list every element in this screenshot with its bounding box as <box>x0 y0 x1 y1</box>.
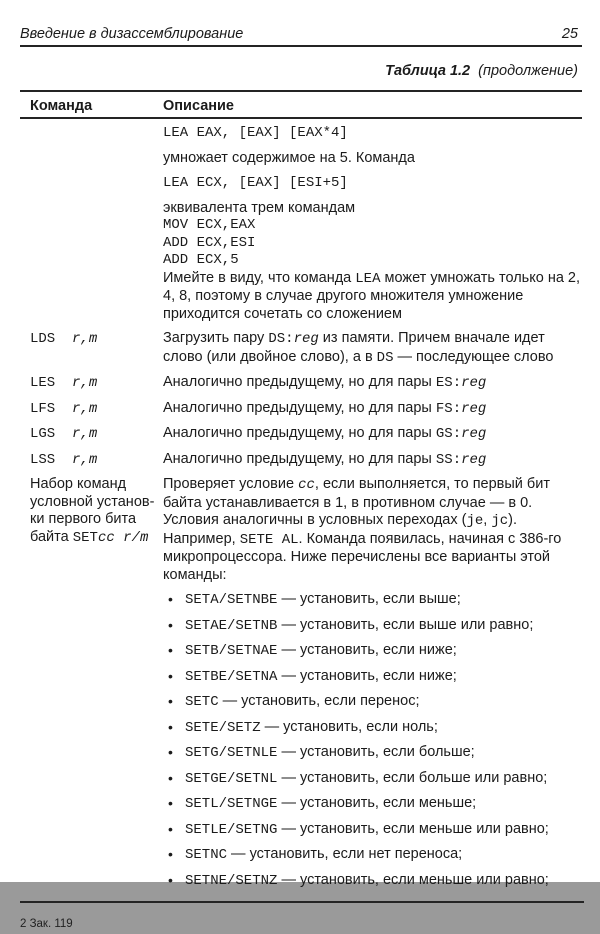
paragraph <box>163 330 586 367</box>
code-run: r,m <box>72 375 98 391</box>
command-cell <box>20 476 163 897</box>
description-cell <box>163 451 586 477</box>
bullet-marker: • <box>168 820 173 837</box>
text-run: ки первого бита <box>30 511 137 527</box>
paragraph <box>163 270 586 324</box>
bullet-item <box>163 668 586 687</box>
bullet-text <box>185 846 586 865</box>
table-row <box>20 476 586 897</box>
code-run: reg <box>461 400 487 417</box>
text-run: ). Например, <box>163 512 517 547</box>
bullet-item <box>163 642 586 661</box>
description-cell <box>163 124 586 330</box>
command-cell <box>20 124 163 330</box>
text-run: из памяти. Причем вначале идет слово (или двойное слово), а в <box>163 330 545 365</box>
bullet-marker: • <box>168 795 173 811</box>
paragraph <box>163 200 586 218</box>
paragraph <box>163 400 586 419</box>
bullet-text <box>185 795 586 814</box>
bullet-item <box>163 821 586 840</box>
table-header-rule <box>20 117 582 119</box>
code-run: r/m <box>123 529 149 546</box>
table-caption-continuation: (продолжение) <box>478 63 578 79</box>
table-row <box>20 425 586 451</box>
code-run: reg <box>293 331 319 347</box>
table-body <box>20 124 586 934</box>
column-header-command: Команда <box>30 98 93 114</box>
text-run: Аналогично предыдущему, но для пары <box>163 374 436 390</box>
code-run: SETGE/SETNL <box>185 770 278 787</box>
code-run: r,m <box>72 400 98 417</box>
paragraph <box>163 124 586 143</box>
table-column-headers <box>20 98 586 116</box>
text-run: умножает содержимое на 5. Команда <box>163 149 415 166</box>
code-run: SETLE/SETNG <box>185 821 278 838</box>
code-run: cc <box>97 529 115 546</box>
bullet-text <box>185 693 586 712</box>
code-run: SETE AL <box>239 531 299 548</box>
code-run: LSS <box>30 451 73 468</box>
code-line: ADD ECX,5 <box>163 252 239 268</box>
page-number: 25 <box>561 26 578 42</box>
bullet-text <box>185 642 586 661</box>
bullet-item <box>163 617 586 636</box>
bullet-marker: • <box>168 718 173 735</box>
table-bottom-rule <box>20 901 584 903</box>
code-run <box>115 530 123 546</box>
paragraph <box>163 374 586 393</box>
bullet-text <box>185 719 586 738</box>
table-caption <box>385 63 578 81</box>
text-run: — установить, если выше или равно; <box>277 616 534 633</box>
code-run: LEA <box>355 270 381 287</box>
text-run: — установить, если ноль; <box>260 718 438 735</box>
table-caption-title: Таблица 1.2 <box>385 63 471 79</box>
description-cell <box>163 400 586 426</box>
code-run: reg <box>461 426 487 442</box>
code-run: r,m <box>72 426 98 442</box>
code-line: ADD ECX,ESI <box>163 234 256 251</box>
text-run: . Команда появилась, начиная с 386-го микропроцессора. Ниже перечислены все варианты этой команды: <box>163 530 562 583</box>
text-run: — установить, если меньше или равно; <box>277 871 549 888</box>
bullet-marker: • <box>168 769 173 786</box>
text-run: Аналогично предыдущему, но для пары <box>163 399 436 416</box>
text-run: — установить, если ниже; <box>277 642 457 658</box>
text-run: — установить, если меньше; <box>277 795 477 811</box>
code-run: je <box>466 513 484 529</box>
text-run: — установить, если меньше или равно; <box>277 820 549 837</box>
text-run: — последующее слово <box>393 348 554 365</box>
code-run: SETG/SETNLE <box>185 745 278 761</box>
bullet-marker: • <box>168 871 173 888</box>
text-run: , если выполняется, то первый бит байта устанавливается в 1, в противном случае — в 0. Условия аналогичны в условных переходах ( <box>163 476 550 528</box>
bullet-item <box>163 795 586 814</box>
code-line: MOV ECX,EAX <box>163 217 256 233</box>
text-run: может умножать только на 2, 4, 8, поэтому в случае другого множителя умножение приходится сочетать со сложением <box>163 269 581 322</box>
code-run: cc <box>298 477 315 493</box>
bullet-marker: • <box>168 846 173 862</box>
code-run: jc <box>491 513 509 529</box>
text-run: Имейте в виду, что команда <box>163 269 356 286</box>
code-run: SETAE/SETNB <box>185 617 278 634</box>
table-row <box>20 124 586 330</box>
code-run: SETB/SETNAE <box>185 643 278 659</box>
code-run: SETC <box>185 694 219 710</box>
code-run: LES <box>30 375 73 391</box>
text-run: эквивалента трем командам <box>163 199 356 216</box>
text-run: — установить, если выше; <box>277 591 461 607</box>
code-run: SS: <box>435 451 462 468</box>
code-run: GS: <box>435 426 462 442</box>
bullet-text <box>185 617 586 636</box>
description-cell <box>163 330 586 374</box>
code-run: SETNC <box>185 847 228 863</box>
bullet-item <box>163 872 586 891</box>
bullet-item <box>163 591 586 610</box>
text-run: Аналогично предыдущему, но для пары <box>163 450 436 467</box>
code-run: SETNE/SETNZ <box>185 872 278 889</box>
code-run: reg <box>461 375 487 391</box>
bullet-text <box>185 872 586 891</box>
paragraph <box>163 174 586 193</box>
bullet-text <box>185 668 586 687</box>
code-run: SETA/SETNBE <box>185 592 278 608</box>
code-run: LEA ECX, [EAX] [ESI+5] <box>163 175 348 191</box>
code-run: FS: <box>435 400 462 417</box>
bullet-item <box>163 693 586 712</box>
code-run: LGS <box>30 426 73 442</box>
bullet-marker: • <box>168 744 173 760</box>
text-run: — установить, если больше; <box>277 744 475 760</box>
table-row <box>20 374 586 400</box>
bullet-text <box>185 770 586 789</box>
table-row <box>20 451 586 477</box>
bullet-item <box>163 719 586 738</box>
table-row <box>20 400 586 426</box>
bullet-item <box>163 846 586 865</box>
paragraph <box>163 476 586 584</box>
bullet-marker: • <box>168 693 173 709</box>
bullet-marker: • <box>168 642 173 658</box>
text-run: , <box>483 512 492 528</box>
text-run: Аналогично предыдущему, но для пары <box>163 425 436 441</box>
command-cell <box>20 400 163 426</box>
bullet-marker: • <box>168 616 173 633</box>
text-run: — установить, если ниже; <box>277 667 457 684</box>
table-row <box>20 330 586 374</box>
paragraph <box>163 150 586 168</box>
code-block <box>163 217 586 270</box>
text-run: — установить, если больше или равно; <box>277 769 548 786</box>
bullet-text <box>185 591 586 610</box>
code-run: LFS <box>30 400 73 417</box>
command-cell <box>20 330 163 374</box>
bullet-item <box>163 770 586 789</box>
code-run: SETL/SETNGE <box>185 796 278 812</box>
description-cell <box>163 476 586 897</box>
command-cell <box>20 451 163 477</box>
bullet-text <box>185 821 586 840</box>
code-run: reg <box>461 451 487 468</box>
text-run: — установить, если нет переноса; <box>227 846 463 862</box>
code-run: DS: <box>268 331 294 347</box>
code-run: SETBE/SETNA <box>185 668 278 685</box>
description-cell <box>163 374 586 400</box>
code-run: r,m <box>72 331 98 347</box>
text-run: Загрузить пару <box>163 330 269 346</box>
paragraph <box>163 425 586 444</box>
code-run: SET <box>72 529 98 546</box>
header-rule <box>20 45 582 47</box>
code-run: ES: <box>435 375 462 391</box>
text-run: байта <box>30 528 73 545</box>
text-run: — установить, если перенос; <box>218 693 420 709</box>
running-title: Введение в дизассемблирование <box>20 26 244 42</box>
code-run: LDS <box>30 331 73 347</box>
code-run: DS <box>376 349 394 366</box>
running-head <box>20 26 578 44</box>
code-run: SETE/SETZ <box>185 719 261 736</box>
code-run: LEA EAX, [EAX] [EAX*4] <box>163 125 348 141</box>
code-run: r,m <box>72 451 98 468</box>
bullet-marker: • <box>168 591 173 607</box>
text-run: условной установ- <box>30 493 155 510</box>
text-run: Набор команд <box>30 476 127 492</box>
bullet-item <box>163 744 586 763</box>
column-header-description: Описание <box>163 98 234 114</box>
print-signature: 2 Зак. 119 <box>20 918 73 930</box>
text-run: Проверяет условие <box>163 476 299 492</box>
command-cell <box>20 374 163 400</box>
paragraph <box>163 451 586 470</box>
table-top-rule <box>20 90 582 92</box>
description-cell <box>163 425 586 451</box>
bullet-marker: • <box>168 667 173 684</box>
bullet-text <box>185 744 586 763</box>
command-cell <box>20 425 163 451</box>
